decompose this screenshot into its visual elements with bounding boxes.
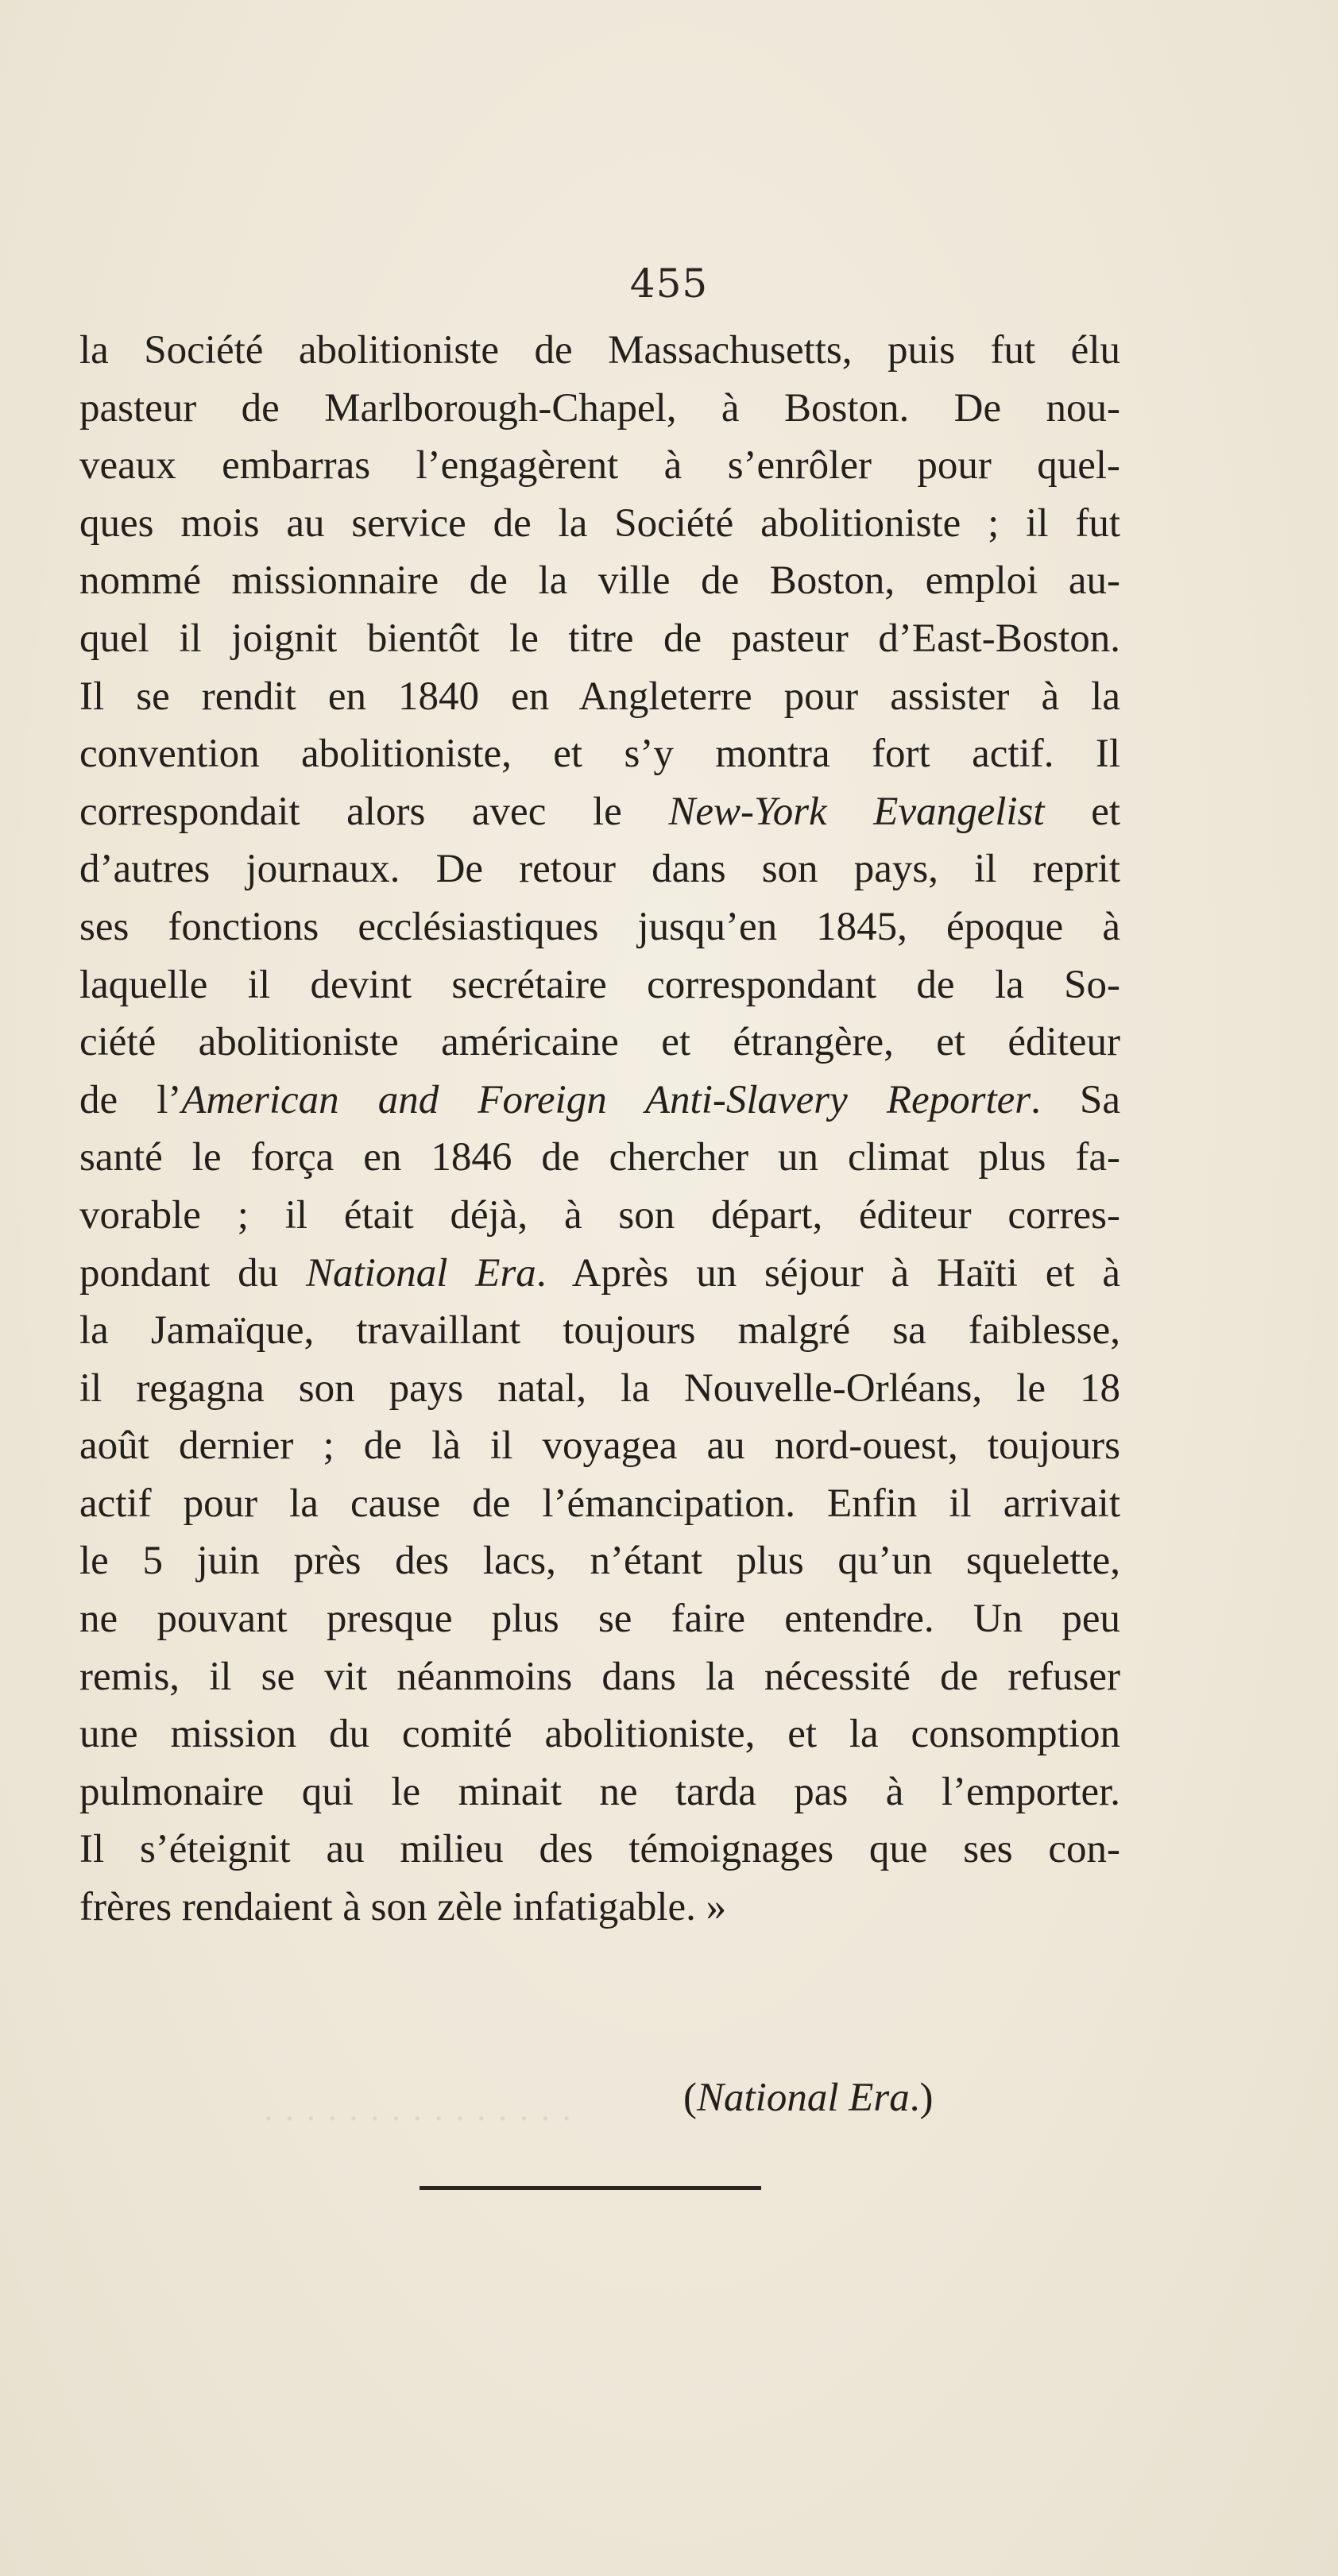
text-line [79,1360,1120,1418]
line-text: frères rendaient à son zèle infatigable. » [79,1885,727,1930]
text-line [79,552,1120,610]
text-line [79,610,1120,668]
text-line [79,1532,1120,1590]
text-line [79,1245,1120,1303]
text-line [79,1590,1120,1648]
line-text: remis, il se vit néanmoins dans la nécessité de refuser [79,1654,1120,1699]
line-text: ciété abolitioniste américaine et étrangère, et éditeur [79,1020,1120,1065]
line-text: d’autres journaux. De retour dans son pays, il reprit [79,847,1120,892]
closing-rule [420,2186,761,2190]
text-line [79,1417,1120,1475]
line-text: nommé missionnaire de la ville de Boston, emploi au- [79,558,1120,604]
text-line [79,1187,1120,1245]
line-text: actif pour la cause de l’émancipation. Enfin il arrivait [79,1481,1120,1526]
text-line [79,437,1120,495]
line-text: de l’ [79,1077,182,1122]
line-text: la Société abolitioniste de Massachusetts, puis fut élu [79,328,1120,373]
line-text: une mission du comité abolitioniste, et la consomption [79,1712,1120,1757]
line-text: le 5 juin près des lacs, n’étant plus qu’un squelette, [79,1539,1120,1584]
line-text: pondant du [79,1250,306,1296]
line-text: ne pouvant presque plus se faire entendre. Un peu [79,1597,1120,1642]
text-line [79,668,1120,726]
source-open-paren: ( [683,2076,697,2120]
line-text: . Sa [1031,1077,1120,1122]
text-line [79,1302,1120,1360]
text-line [79,783,1120,841]
bleed-through-text: · · · · · · · · · · · · · · · [262,2098,573,2138]
source-close: .) [909,2076,934,2120]
text-line [79,1705,1120,1763]
text-line [79,1014,1120,1072]
italic-title: New-York Evangelist [668,789,1045,834]
body-text [79,322,1120,1937]
line-text: ses fonctions ecclésiastiques jusqu’en 1845, époque à [79,904,1120,949]
text-line [79,898,1120,956]
line-text: quel il joignit bientôt le titre de pasteur d’East-Boston. [79,616,1120,661]
text-line [79,1072,1120,1130]
italic-title: American and Foreign Anti-Slavery Reporter [181,1077,1031,1122]
page-number: 455 [629,261,709,307]
line-text: . Après un séjour à Haïti et à [536,1250,1120,1296]
italic-title: National Era [305,1250,536,1296]
line-text: convention abolitioniste, et s’y montra fort actif. Il [79,732,1120,777]
text-line [79,495,1120,553]
text-line [79,725,1120,783]
text-line [79,1129,1120,1187]
line-text: veaux embarras l’engagèrent à s’enrôler pour quel- [79,443,1120,489]
text-line [79,1763,1120,1821]
text-line [79,1475,1120,1533]
text-line [79,380,1120,438]
text-line [79,1879,1120,1937]
line-text: vorable ; il était déjà, à son départ, éditeur corres- [79,1192,1120,1238]
text-line [79,840,1120,898]
line-text: il regagna son pays natal, la Nouvelle-Orléans, le 18 [79,1365,1120,1411]
line-text: ques mois au service de la Société abolitioniste ; il fut [79,500,1120,546]
line-text: Il s’éteignit au milieu des témoignages que ses con- [79,1827,1120,1872]
line-text: pulmonaire qui le minait ne tarda pas à l’emporter. [79,1769,1120,1814]
text-line [79,956,1120,1014]
source-citation [683,2069,934,2126]
text-line [79,322,1120,380]
line-text: pasteur de Marlborough-Chapel, à Boston. De nou- [79,385,1120,431]
text-line [79,1648,1120,1706]
line-text: août dernier ; de là il voyagea au nord-ouest, toujours [79,1423,1120,1469]
line-text: Il se rendit en 1840 en Angleterre pour assister à la [79,674,1120,719]
line-text: la Jamaïque, travaillant toujours malgré sa faiblesse, [79,1308,1120,1354]
line-text: santé le força en 1846 de chercher un climat plus fa- [79,1135,1120,1180]
line-text: et [1044,789,1120,834]
line-text: correspondait alors avec le [79,789,669,834]
line-text: laquelle il devint secrétaire correspondant de la So- [79,962,1120,1007]
text-line [79,1821,1120,1879]
source-title: National Era [696,2076,910,2120]
